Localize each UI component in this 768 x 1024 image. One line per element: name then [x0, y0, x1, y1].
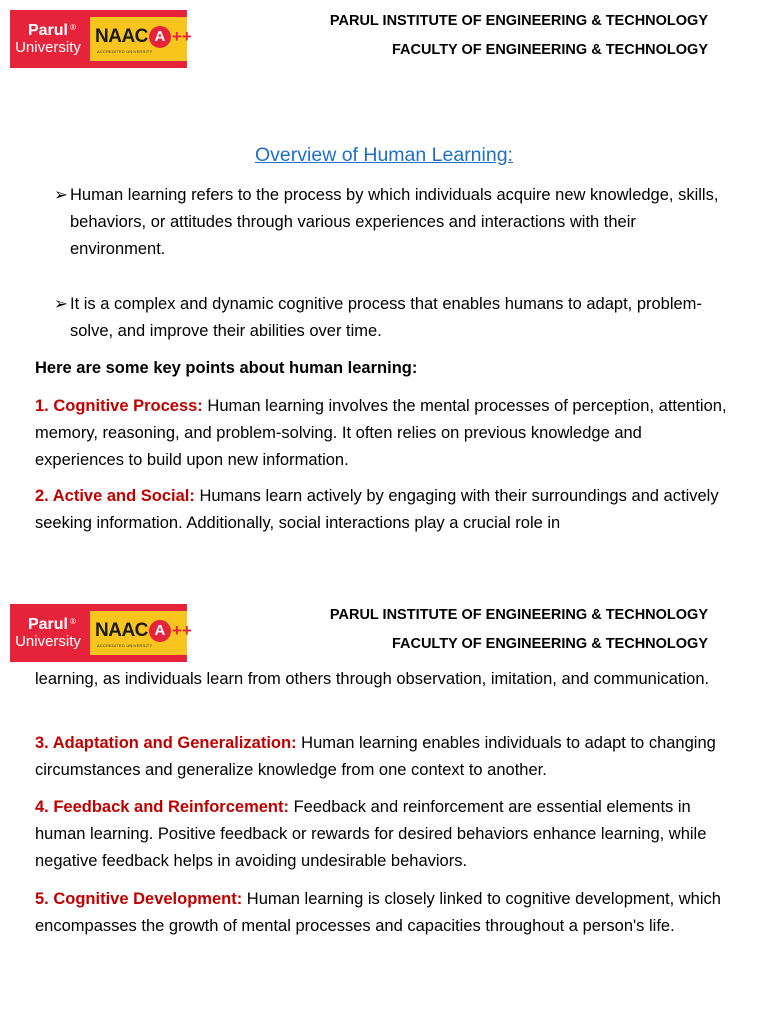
key-point-label: 5. Cognitive Development:	[35, 890, 243, 908]
faculty-name: FACULTY OF ENGINEERING & TECHNOLOGY	[391, 636, 708, 652]
institute-name: PARUL INSTITUTE OF ENGINEERING & TECHNOLOGY	[329, 607, 708, 623]
bullet-text: It is a complex and dynamic cognitive process that enables humans to adapt, problem-solve, and improve their abilities over time.	[70, 295, 702, 340]
university-logo	[10, 604, 192, 662]
registered-mark: ®	[70, 23, 76, 32]
key-point-label: 1. Cognitive Process:	[35, 397, 203, 415]
bullet-arrow-icon: ➢	[54, 186, 68, 204]
key-point	[35, 730, 735, 784]
naac-word: NAAC	[95, 619, 148, 641]
naac-tag: ACCREDITED UNIVERSITY	[97, 48, 153, 54]
naac-grade-plus: ++	[171, 620, 192, 640]
brand-line1: Parul	[27, 22, 68, 39]
university-logo	[10, 10, 192, 68]
key-point-label: 3. Adaptation and Generalization:	[35, 734, 297, 752]
key-point	[35, 886, 735, 940]
key-point	[35, 794, 735, 875]
key-point-continuation: learning, as individuals learn from others through observation, imitation, and communication.	[35, 670, 710, 688]
naac-grade: A	[149, 26, 171, 48]
naac-grade-plus: ++	[171, 26, 192, 46]
key-point-text: Humans learn actively by engaging with their surroundings and actively seeking information. Additionally, social interactions play a crucial role in	[35, 487, 719, 532]
naac-tag: ACCREDITED UNIVERSITY	[97, 642, 153, 648]
parul-wordmark	[10, 10, 86, 68]
key-point-label: 4. Feedback and Reinforcement:	[35, 798, 289, 816]
key-point	[35, 393, 735, 474]
page-title: Overview of Human Learning:	[255, 144, 513, 166]
parul-wordmark	[10, 604, 86, 662]
registered-mark: ®	[70, 617, 76, 626]
brand-line2: University	[15, 39, 81, 56]
institute-name: PARUL INSTITUTE OF ENGINEERING & TECHNOLOGY	[329, 13, 708, 29]
brand-line2: University	[15, 633, 81, 650]
key-point-label: 2. Active and Social:	[35, 487, 195, 505]
faculty-name: FACULTY OF ENGINEERING & TECHNOLOGY	[391, 42, 708, 58]
naac-word: NAAC	[95, 25, 148, 47]
key-point-text: Human learning involves the mental processes of perception, attention, memory, reasoning, and problem-solving. It often relies on previous knowledge and experiences to build upon new information.	[35, 397, 727, 469]
bullet-text: Human learning refers to the process by which individuals acquire new knowledge, skills, behaviors, or attitudes through various experiences and interactions with their environment.	[70, 186, 719, 258]
key-points-intro: Here are some key points about human learning:	[35, 359, 418, 377]
bullet-item	[54, 291, 734, 345]
bullet-item	[54, 182, 734, 263]
naac-badge	[90, 611, 192, 655]
key-point-text: Human learning enables individuals to adapt to changing circumstances and generalize knowledge from one context to another.	[35, 734, 716, 779]
key-point-text: Human learning is closely linked to cognitive development, which encompasses the growth of mental processes and capacities throughout a person's life.	[35, 890, 721, 935]
key-point	[35, 483, 735, 537]
key-point-text: Feedback and reinforcement are essential elements in human learning. Positive feedback or rewards for desired behaviors enhance learning, while negative feedback helps in avoiding undesirable behaviors.	[35, 798, 707, 870]
naac-grade: A	[149, 620, 171, 642]
naac-badge	[90, 17, 192, 61]
brand-line1: Parul	[27, 616, 68, 633]
bullet-arrow-icon: ➢	[54, 295, 68, 313]
